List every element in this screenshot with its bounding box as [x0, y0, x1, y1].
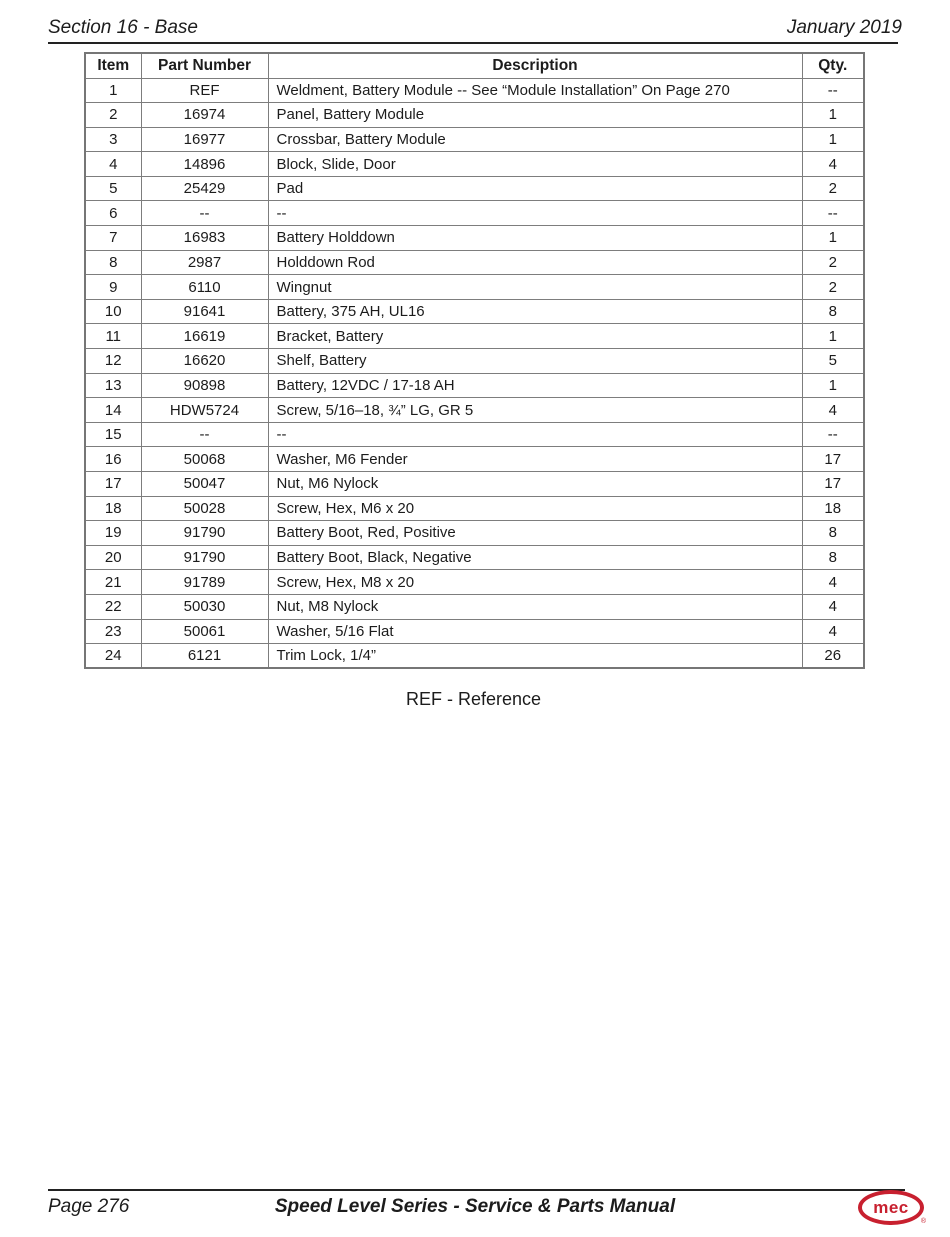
table-row	[85, 521, 864, 546]
cell-part-number: 50068	[141, 447, 268, 472]
cell-item: 14	[85, 398, 141, 423]
cell-description: --	[268, 201, 802, 226]
cell-description: Crossbar, Battery Module	[268, 127, 802, 152]
cell-qty: --	[802, 201, 864, 226]
cell-part-number: 50061	[141, 619, 268, 644]
footer-rule	[48, 1189, 905, 1191]
cell-item: 6	[85, 201, 141, 226]
cell-description: Battery Boot, Red, Positive	[268, 521, 802, 546]
manual-title: Speed Level Series - Service & Parts Manual	[274, 1196, 676, 1217]
cell-item: 11	[85, 324, 141, 349]
cell-item: 18	[85, 496, 141, 521]
cell-description: --	[268, 422, 802, 447]
table-row	[85, 619, 864, 644]
cell-item: 13	[85, 373, 141, 398]
parts-table-body	[85, 78, 864, 668]
column-header-qty: Qty.	[802, 53, 864, 78]
cell-qty: 18	[802, 496, 864, 521]
cell-qty: 26	[802, 644, 864, 669]
cell-description: Nut, M8 Nylock	[268, 594, 802, 619]
table-row	[85, 250, 864, 275]
cell-item: 21	[85, 570, 141, 595]
mec-logo	[858, 1190, 924, 1225]
cell-item: 19	[85, 521, 141, 546]
cell-description: Washer, M6 Fender	[268, 447, 802, 472]
cell-item: 12	[85, 349, 141, 374]
table-row	[85, 78, 864, 103]
cell-item: 20	[85, 545, 141, 570]
cell-part-number: 2987	[141, 250, 268, 275]
cell-item: 7	[85, 226, 141, 251]
parts-table-container	[84, 52, 863, 669]
cell-part-number: 16977	[141, 127, 268, 152]
cell-part-number: HDW5724	[141, 398, 268, 423]
cell-description: Block, Slide, Door	[268, 152, 802, 177]
cell-description: Screw, Hex, M8 x 20	[268, 570, 802, 595]
cell-qty: 1	[802, 373, 864, 398]
table-row	[85, 422, 864, 447]
cell-part-number: 91790	[141, 545, 268, 570]
cell-description: Weldment, Battery Module -- See “Module Installation” On Page 270	[268, 78, 802, 103]
cell-item: 5	[85, 176, 141, 201]
cell-part-number: 91789	[141, 570, 268, 595]
cell-part-number: 14896	[141, 152, 268, 177]
table-row	[85, 176, 864, 201]
cell-description: Battery Boot, Black, Negative	[268, 545, 802, 570]
ref-note: REF - Reference	[405, 689, 542, 709]
cell-description: Washer, 5/16 Flat	[268, 619, 802, 644]
cell-qty: 4	[802, 594, 864, 619]
table-row	[85, 594, 864, 619]
cell-qty: 17	[802, 447, 864, 472]
cell-item: 1	[85, 78, 141, 103]
table-row	[85, 570, 864, 595]
cell-part-number: 16620	[141, 349, 268, 374]
cell-qty: 1	[802, 103, 864, 128]
cell-qty: 2	[802, 275, 864, 300]
cell-qty: 5	[802, 349, 864, 374]
cell-description: Bracket, Battery	[268, 324, 802, 349]
cell-part-number: --	[141, 201, 268, 226]
cell-item: 2	[85, 103, 141, 128]
cell-qty: 8	[802, 545, 864, 570]
cell-description: Pad	[268, 176, 802, 201]
cell-item: 8	[85, 250, 141, 275]
cell-qty: 1	[802, 324, 864, 349]
table-row	[85, 398, 864, 423]
table-row	[85, 275, 864, 300]
cell-item: 4	[85, 152, 141, 177]
cell-part-number: 16974	[141, 103, 268, 128]
cell-qty: 2	[802, 250, 864, 275]
cell-description: Screw, 5/16–18, ¾” LG, GR 5	[268, 398, 802, 423]
cell-item: 23	[85, 619, 141, 644]
table-row	[85, 152, 864, 177]
table-row	[85, 545, 864, 570]
cell-part-number: 25429	[141, 176, 268, 201]
cell-description: Nut, M6 Nylock	[268, 472, 802, 497]
header-date: January 2019	[786, 17, 902, 38]
cell-item: 22	[85, 594, 141, 619]
cell-description: Holddown Rod	[268, 250, 802, 275]
column-header-part-number: Part Number	[141, 53, 268, 78]
cell-part-number: 50030	[141, 594, 268, 619]
table-row	[85, 644, 864, 669]
cell-item: 3	[85, 127, 141, 152]
registered-trademark-icon: ®	[920, 1218, 926, 1225]
table-row	[85, 103, 864, 128]
mec-logo-text: mec	[873, 1198, 909, 1217]
cell-description: Panel, Battery Module	[268, 103, 802, 128]
cell-qty: 2	[802, 176, 864, 201]
table-row	[85, 447, 864, 472]
parts-table	[84, 52, 865, 669]
cell-qty: 17	[802, 472, 864, 497]
cell-description: Screw, Hex, M6 x 20	[268, 496, 802, 521]
cell-description: Shelf, Battery	[268, 349, 802, 374]
cell-qty: 4	[802, 619, 864, 644]
table-row	[85, 299, 864, 324]
table-row	[85, 324, 864, 349]
header-rule	[48, 42, 898, 44]
column-header-description: Description	[268, 53, 802, 78]
section-title: Section 16 - Base	[48, 17, 198, 38]
cell-qty: 8	[802, 299, 864, 324]
cell-qty: 1	[802, 127, 864, 152]
table-row	[85, 472, 864, 497]
cell-qty: --	[802, 78, 864, 103]
table-row	[85, 127, 864, 152]
page-number: Page 276	[48, 1196, 130, 1217]
cell-part-number: 90898	[141, 373, 268, 398]
cell-qty: 4	[802, 152, 864, 177]
cell-part-number: 91790	[141, 521, 268, 546]
cell-part-number: 6110	[141, 275, 268, 300]
cell-item: 17	[85, 472, 141, 497]
cell-item: 16	[85, 447, 141, 472]
cell-description: Trim Lock, 1/4”	[268, 644, 802, 669]
cell-item: 24	[85, 644, 141, 669]
cell-item: 15	[85, 422, 141, 447]
cell-part-number: 50028	[141, 496, 268, 521]
table-row	[85, 201, 864, 226]
cell-item: 9	[85, 275, 141, 300]
cell-qty: 1	[802, 226, 864, 251]
cell-part-number: 91641	[141, 299, 268, 324]
cell-description: Wingnut	[268, 275, 802, 300]
cell-part-number: 16619	[141, 324, 268, 349]
cell-part-number: REF	[141, 78, 268, 103]
cell-description: Battery, 375 AH, UL16	[268, 299, 802, 324]
table-row	[85, 373, 864, 398]
cell-part-number: --	[141, 422, 268, 447]
table-row	[85, 496, 864, 521]
cell-part-number: 6121	[141, 644, 268, 669]
table-row	[85, 226, 864, 251]
cell-qty: 4	[802, 570, 864, 595]
cell-qty: 8	[802, 521, 864, 546]
cell-qty: 4	[802, 398, 864, 423]
cell-description: Battery, 12VDC / 17-18 AH	[268, 373, 802, 398]
table-row	[85, 349, 864, 374]
column-header-item: Item	[85, 53, 141, 78]
cell-qty: --	[802, 422, 864, 447]
cell-part-number: 50047	[141, 472, 268, 497]
cell-item: 10	[85, 299, 141, 324]
cell-description: Battery Holddown	[268, 226, 802, 251]
cell-part-number: 16983	[141, 226, 268, 251]
table-header-row	[85, 53, 864, 78]
